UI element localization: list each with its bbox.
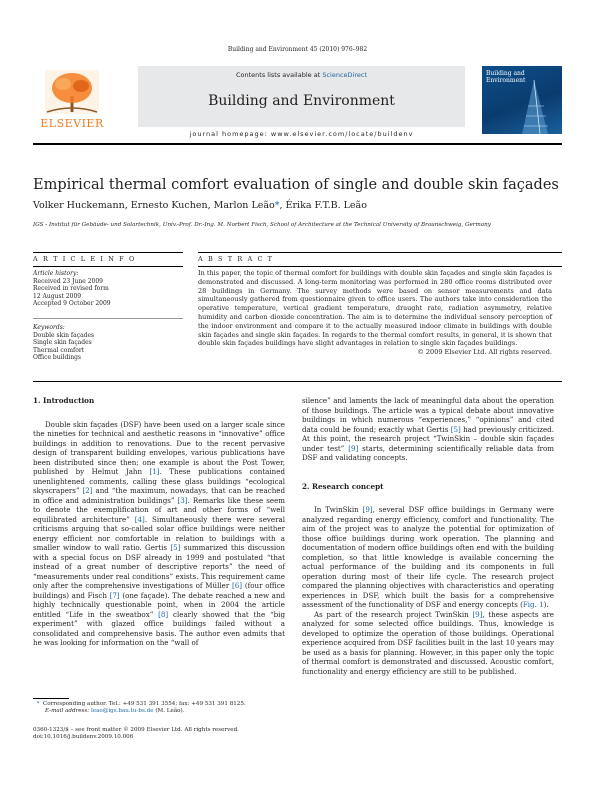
abstract-text [198,269,552,357]
doi-line[interactable]: doi:10.1016/j.buildenv.2009.10.006 [33,734,134,740]
citation-link[interactable]: [3] [177,495,188,505]
figure-link[interactable]: Fig. 1 [522,600,544,609]
footnote [33,701,285,715]
issn-line: 0360-1323/$ – see front matter © 2009 Elsevier Ltd. All rights reserved. [33,727,239,733]
citation-link[interactable]: [5] [450,424,461,434]
journal-title: Building and Environment [208,93,395,109]
abstract-heading: A B S T R A C T [198,255,274,263]
footnote-text: Corresponding author. Tel.: +49 531 391 3554; fax: +49 531 391 8125. [42,701,246,707]
footnote-mark: * [36,701,40,707]
history-line: Accepted 9 October 2009 [33,300,111,308]
contents-line [138,71,465,79]
citation-link[interactable]: [4] [134,514,145,524]
keyword: Double skin façades [33,331,95,339]
history-label: Article history: [33,270,79,277]
footnote-email-line [33,708,285,715]
abstract-rule-top [198,252,562,253]
elsevier-logo [33,66,111,134]
masthead-rule [33,143,562,145]
citation-link[interactable]: [9] [472,609,483,619]
footnote-corresponding [33,701,285,708]
publisher-name: ELSEVIER [40,117,104,130]
abstract-body: In this paper, the topic of thermal comfort for buildings with double skin façades and single skin façades is demonstrated and discussed. A long-term monitoring was performed in 280 office rooms distributed over 28 buildings in Germany. The survey methods were based on sensor measurements and data simultaneously gathered from questionnaire given to office users. The authors take into consideration the operative temperature, vertical gradient temperature, draught rate, radiation asymmetry, relative humidity and carbon dioxide concentration. The aim is to determine the individual sensory perception of the indoor environment and compare it to the actually measured indoor climate in buildings with double skin façades and single skin façades. In regards to the thermal comfort results, in general, it is shown that double skin façades buildings have slight advantages in relation to single skin façades buildings. [198,269,552,348]
citation-link[interactable]: [6] [232,581,243,590]
research-paragraph: As part of the research project TwinSkin [9], these aspects are analyzed for some selected office buildings. Thus, knowledge is developed to optimize the operation of those buildings. Operational experience acquired from DSF facilities built in the last 10 years may be used as a basis for planning. However, in this paper only the topic of thermal comfort is demonstrated and discussed. Acoustic comfort, functionality and energy efficiency are still to be published. [302,609,554,676]
keyword: Thermal comfort [33,346,85,354]
abstract-bottom-rule [33,381,562,382]
history-line: 12 August 2009 [33,292,82,300]
intro-paragraph-continued: silence” and laments the lack of meaningful data about the operation of those buildings. The article was a typical debate about innovative buildings in which numerous “experiences,” “opinions” and cited data could be found; exactly what Gertis [5] had previously criticized. At this point, the research project “TwinSkin – double skin façades under test” [9] starts, determining scientifically reliable data from DSF and validating concepts. [302,396,554,462]
email-link[interactable]: leao@igs.bau.tu-bs.de [90,708,154,714]
authors-text-end: , Érika F.T.B. Leão [279,200,367,211]
citation-link[interactable]: [9] [348,443,359,453]
research-paragraph: In TwinSkin [9], several DSF office buildings in Germany were analyzed regarding energy efficiency, comfort and functionality. The aim of the project was to analyze the potential for optimization of those office buildings during work operation. The planning and documentation of modern office buildings often end with the building completion, so that little knowledge is available concerning the actual performance of the building and its components in full operation during most of their life cycle. The research project compared the planning objectives with characteristics and operating experiences in DSF, which built the basis for a comprehensive assessment of the functionality of DSF and energy concepts (Fig. 1). [302,505,555,609]
journal-header-box [138,66,465,127]
citation-link[interactable]: [1] [149,467,160,476]
article-history [33,270,183,308]
keywords-block [33,324,183,362]
keywords-label: Keywords: [33,324,65,331]
intro-paragraph: Double skin façades (DSF) have been used on a larger scale since the nineties for technical and aesthetic reasons in “innovative” office buildings in addition to renovations. Due to the recent pervasive design of transparent building envelopes, various publications have been distributed since then; one example is about the Post Tower, published by Helmut Jahn [1]. These publications contained unenlightened comments, calling these glass buildings “ecological skyscrapers” [2] and “the maximum, nowadays, that can be reached in office and administration buildings” [3]. Remarks like these seem to denote the exemplification of art and other forms of “well equilibrated architecture” [4]. Simultaneously there were several criticisms arguing that so-called solar office buildings were neither energy efficient nor comfortable in relation to buildings with a smaller window to wall ratio. Gertis [5] summarized this discussion with a special focus on DSF already in 1999 and postulated “that instead of a great number of descriptive reports” the need of “measurements under real conditions” exists. This requirement came only after the comprehensive investigations of Müller [6] (four office buildings) and Fisch [7] (one façade). The debate reached a new and highly technically questionable point, when in 2004 the article entitled “Life in the sweatbox” [8] clearly showed that the “big experiment” with glazed office buildings failed without a consolidated and comprehensive basis. The author even admits that he was looking for information on the “wall of [33,419,286,647]
footnote-rule [33,698,69,699]
abstract-rule [198,266,562,267]
citation-link[interactable]: [5] [170,543,181,552]
journal-citation: Building and Environment 45 (2010) 976–982 [227,46,368,53]
citation-link[interactable]: [7] [109,590,120,600]
article-info-rule [33,266,183,267]
author-affiliation: IGS - Institut für Gebäude- und Solartechnik, Univ.-Prof. Dr.-Ing. M. Norbert Fisch, School of Architecture at the Technical University of Braunschweig, Germany [33,222,491,228]
history-line: Received 23 June 2009 [33,277,103,285]
bottom-matter [33,727,293,741]
cover-title: Building and Environment [486,70,526,84]
right-column [302,396,554,676]
journal-masthead [33,66,562,141]
history-line: Received in revised form [33,285,109,293]
citation-link[interactable]: [2] [82,486,93,495]
keyword: Office buildings [33,354,82,362]
email-suffix: (M. Leão). [155,708,185,714]
article-title: Empirical thermal comfort evaluation of single and double skin façades [33,177,559,193]
article-info-rule-top [33,252,183,253]
abstract-copyright: © 2009 Elsevier Ltd. All rights reserved. [417,348,552,357]
research-heading: 2. Research concept [302,481,384,491]
authors-text: Volker Huckemann, Ernesto Kuchen, Marlon Leão [33,200,275,211]
citation-link[interactable]: [9] [362,505,373,514]
email-label: E-mail address: [45,708,90,714]
journal-homepage[interactable]: journal homepage: www.elsevier.com/locate/buildenv [189,130,414,138]
intro-heading: 1. Introduction [33,396,95,405]
citation-link[interactable]: [8] [158,609,169,619]
contents-prefix: Contents lists available at [236,71,321,79]
journal-cover-image [482,66,562,134]
article-info-heading: A R T I C L E I N F O [33,255,136,263]
sciencedirect-link[interactable]: ScienceDirect [322,71,367,79]
keyword: Single skin façades [33,339,92,347]
corresponding-author-mark[interactable]: * [274,200,280,211]
cover-building-icon [482,66,562,134]
article-info-divider [33,318,183,319]
left-column [33,396,285,648]
article-authors [33,200,367,211]
